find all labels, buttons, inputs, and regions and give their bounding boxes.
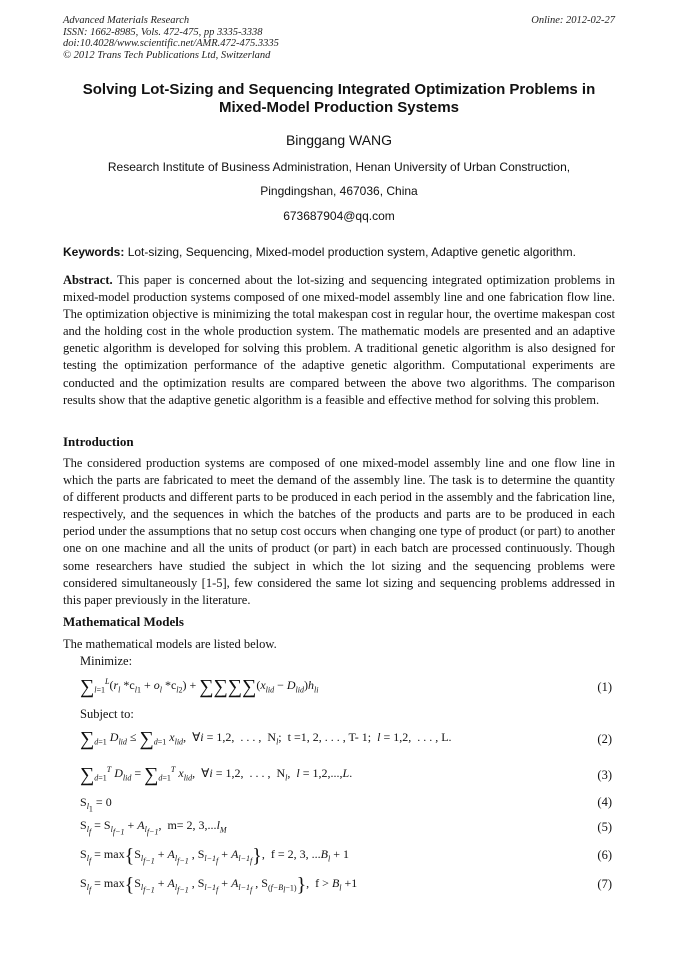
copyright-line: © 2012 Trans Tech Publications Ltd, Switzerland [63,49,271,61]
equation-number-5: (5) [597,820,612,834]
paper-title [50,81,628,117]
equation-3: $\sum_{d=1}^T$ $D_{lid} = \sum_{d=1}^T$ $x_{lid}$, ∀i = 1,2, . . . , $N_l$, l = 1,2,...,L. [80,764,353,786]
section-heading-models: Mathematical Models [63,614,184,629]
journal-name: Advanced Materials Research [63,15,190,26]
abstract-label: Abstract. [63,273,113,287]
models-intro: The mathematical models are listed below. [63,637,277,651]
online-date: Online: 2012-02-27 [531,15,615,26]
introduction-text: The considered production systems are composed of one mixed-model assembly line and one flow line in which the parts are fabricated to meet the demand of the assembly line. The task is to determine the quantity of different products and different parts to be produced in each period in the assembly and the fabrication line, respectively, and the sequences in which the batches of the products and parts are to be produced in each period under the assumptions that no setup cost occurs when changing one type of product (or part) to another one on one machine and all the units of product (or part) in each batch are processed continuously. Though some researchers have studied the subject in which the lot sizing and the sequencing problems were considered simultaneously [1-5], few considered the same lot sizing and sequencing problems addressed in this paper previously in the literature. [63,456,615,607]
title-line-1: Solving Lot-Sizing and Sequencing Integrated Optimization Problems in [82,81,596,98]
equation-number-2: (2) [597,732,612,746]
section-heading-introduction: Introduction [63,434,134,449]
doi-line: doi:10.4028/www.scientific.net/AMR.472-475.3335 [63,38,279,49]
subject-to-label: Subject to: [80,707,134,721]
equation-1: $\sum_{l=1}^L(r_l$ $*c_{l1} + o_l$ $*c_{l2}) + \sum\sum\sum\sum(x_{lid} - D_{lid})h_{li}$ [80,676,319,698]
affiliation-line-1: Research Institute of Business Administration, Henan University of Urban Construction, [107,160,571,174]
author-name: Binggang WANG [285,132,393,148]
equation-number-6: (6) [597,848,612,862]
equation-7: $S_{l_f} = \max\{S_{l_{f-1}} + A_{l_{f-1}}$ , $S_{l-1_f} + A_{l-1_f}$ , $S_{(f-B_l-1)}$}, $f > B_l +1$ [80,874,358,896]
journal-header [63,15,279,61]
abstract-text: This paper is concerned about the lot-sizing and sequencing integrated optimization problems in mixed-model production systems composed of one mixed-model assembly line and one fabrication flow line. The optimization objective is minimizing the total makespan cost in regular hour, the overtime makespan cost and the holding cost in the whole production system. The mathematic models are presented and an adaptive genetic algorithm is developed for solving this problem. A traditional genetic algorithm is also designed for testing the optimization performance of the adaptive genetic algorithm. Computational experiments are conducted and the optimization results are compared between the above two algorithms. The comparison results show that the adaptive genetic algorithm is a feasible and effective method for solving this problem. [63,273,615,407]
equation-number-3: (3) [597,768,612,782]
equation-6: $S_{l_f} = \max\{S_{l_{f-1}} + A_{l_{f-1}}$ , $S_{l-1_f} + A_{l-1_f}$}, f = 2, 3, $...B_l + 1$ [80,845,349,867]
equation-2-tail: t =1, 2, . . . , T- 1; [287,730,372,744]
keywords-text: Lot-sizing, Sequencing, Mixed-model production system, Adaptive genetic algorithm. [124,245,576,259]
equation-5: $S_{l_f} = S_{l_{f-1}} + A_{l_{f-1}}$, m= 2, $3,...l_M$ [80,818,227,837]
equation-number-7: (7) [597,877,612,891]
equation-2: $\sum_{d=1}$ $D_{lid} \le \sum_{d=1}$ $x_{lid}$, ∀i = 1,2, . . . , $N_l$; t =1, 2, . . . , T- 1; l = 1,2, . . . , L. [80,728,452,750]
equation-5-tail: m= 2, 3,... [167,818,217,832]
equation-number-4: (4) [597,795,612,809]
minimize-label: Minimize: [80,654,133,668]
abstract [63,272,615,409]
keywords [63,245,623,259]
author-email: 673687904@qq.com [283,209,395,223]
affiliation-line-2: Pingdingshan, 467036, China [260,184,418,198]
issn-line: ISSN: 1662-8985, Vols. 472-475, pp 3335-3338 [63,26,263,38]
equation-number-1: (1) [597,680,612,694]
title-line-2: Mixed-Model Production Systems [218,99,460,116]
keywords-label: Keywords: [63,245,125,259]
equation-4: $S_{l_1} = 0$ [80,795,112,814]
